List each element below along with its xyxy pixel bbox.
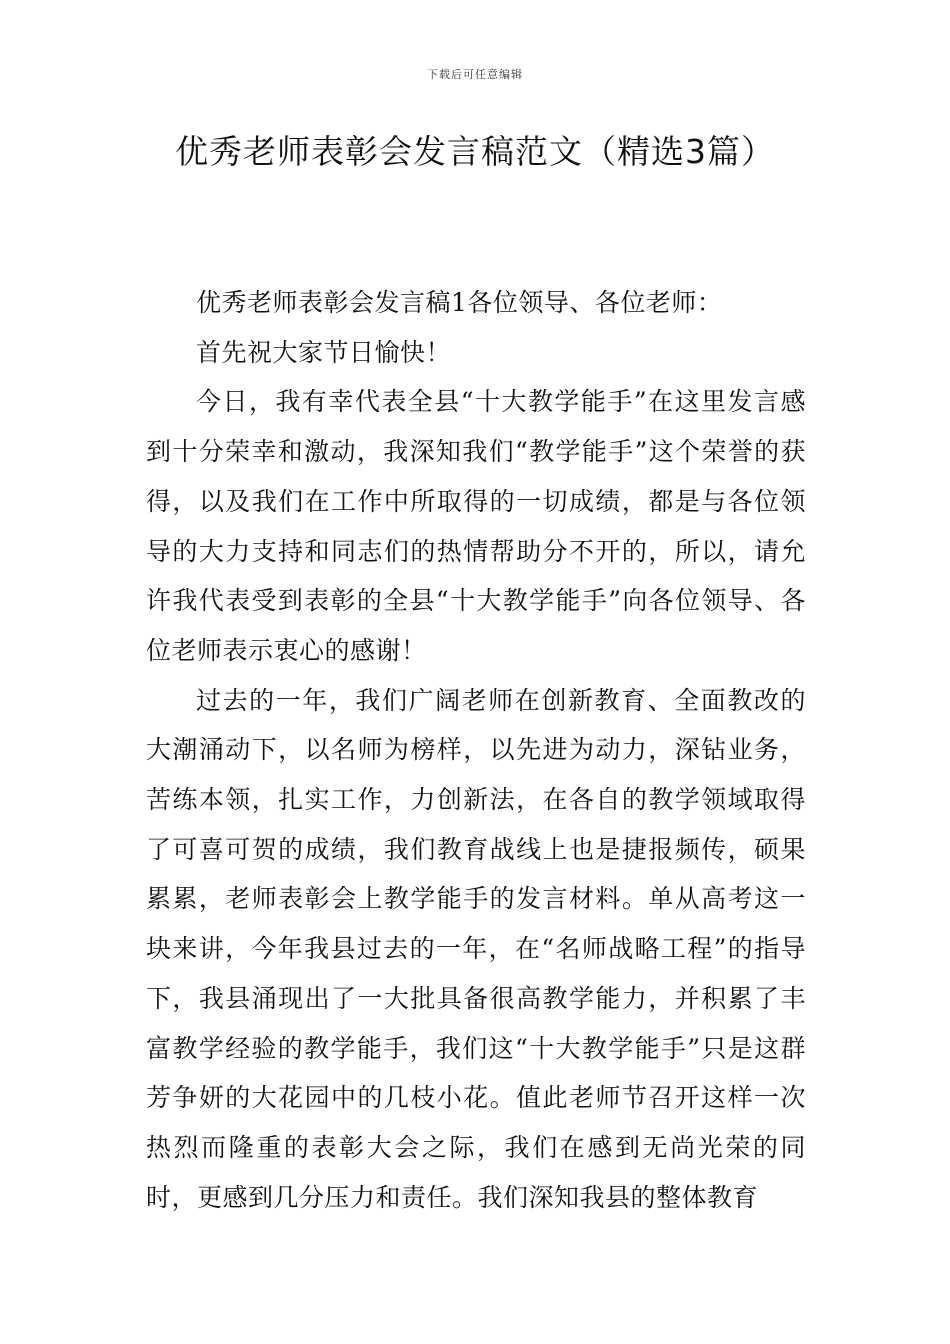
paragraph-past-year: 过去的一年，我们广阔老师在创新教育、全面教改的大潮涌动下，以名师为榜样，以先进为动力，深钻业务，苦练本领，扎实工作，力创新法，在各自的教学领域取得了可喜可贺的成绩，我们教育战线上也是捷报频传，硕果累累，老师表彰会上教学能手的发言材料。单从高考这一块来讲，今年我县过去的一年，在“名师战略工程”的指导下，我县涌现出了一大批具备很高教学能力，并积累了丰富教学经验的教学能手，我们这“十大教学能手”只是这群芳争妍的大花园中的几枝小花。值此老师节召开这样一次热烈而隆重的表彰大会之际，我们在感到无尚光荣的同时，更感到几分压力和责任。我们深知我县的整体教育 xyxy=(146,685,806,1212)
paragraph-wishes: 首先祝大家节日愉快！ xyxy=(196,337,452,367)
document-title: 优秀老师表彰会发言稿范文（精选3篇） xyxy=(175,132,775,171)
document-body xyxy=(146,278,806,1222)
paragraph-thanks: 今日，我有幸代表全县“十大教学能手”在这里发言感到十分荣幸和激动，我深知我们“教学能手”这个荣誉的获得，以及我们在工作中所取得的一切成绩，都是与各位领导的大力支持和同志们的热情帮助分不开的，所以，请允许我代表受到表彰的全县“十大教学能手”向各位领导、各位老师表示衷心的感谢！ xyxy=(146,387,806,665)
header-note: 下载后可任意编辑 xyxy=(427,68,523,81)
paragraph-greeting: 优秀老师表彰会发言稿1各位领导、各位老师： xyxy=(196,288,723,317)
